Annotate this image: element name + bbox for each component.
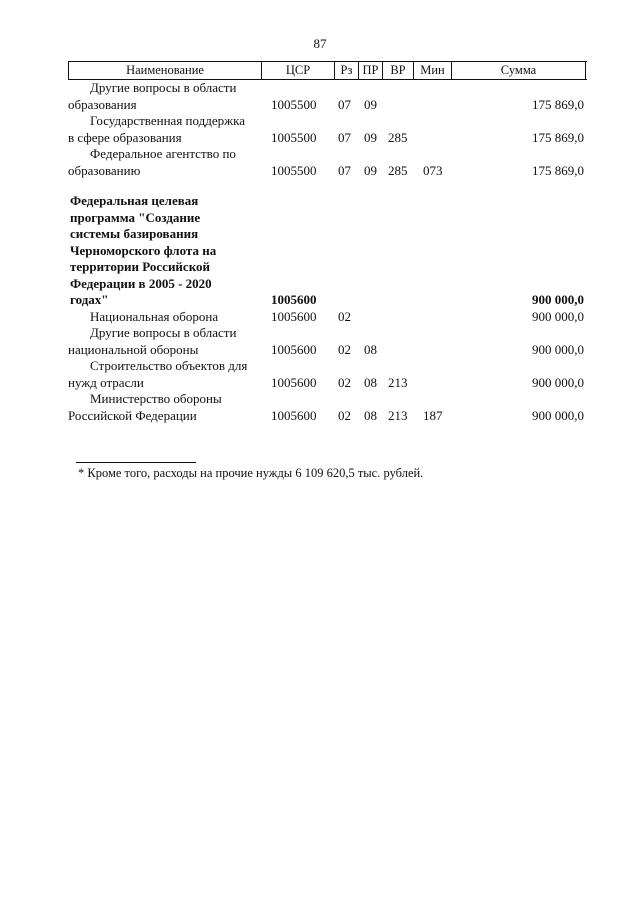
row-rz: 02 xyxy=(338,308,351,324)
row-pr: 09 xyxy=(364,96,377,112)
row-sum: 175 869,0 xyxy=(532,162,584,178)
table-body xyxy=(68,80,586,424)
row-name xyxy=(68,146,264,179)
row-vr: 285 xyxy=(388,129,408,145)
row-sum: 900 000,0 xyxy=(532,341,584,357)
row-rz: 02 xyxy=(338,341,351,357)
table-row xyxy=(68,113,586,146)
row-name xyxy=(68,325,264,358)
row-sum: 900 000,0 xyxy=(532,308,584,324)
row-name xyxy=(68,80,264,113)
row-name xyxy=(68,391,264,424)
row-csr: 1005600 xyxy=(271,292,317,307)
row-csr: 1005600 xyxy=(271,308,317,324)
row-name-line: Другие вопросы в области xyxy=(90,80,237,95)
row-sum: 900 000,0 xyxy=(532,374,584,390)
header-sum: Сумма xyxy=(452,62,586,79)
row-name-line: Строительство объектов для xyxy=(90,358,248,373)
row-name xyxy=(68,358,264,391)
table-row xyxy=(68,193,586,309)
row-pr: 08 xyxy=(364,374,377,390)
row-name-line: Федерации в 2005 - 2020 xyxy=(70,275,212,291)
row-pr: 09 xyxy=(364,129,377,145)
row-csr: 1005500 xyxy=(271,162,317,178)
row-sum: 900 000,0 xyxy=(532,292,584,307)
row-pr: 08 xyxy=(364,341,377,357)
table-header xyxy=(68,61,587,80)
table-row xyxy=(68,358,586,391)
header-rz: Рз xyxy=(335,62,359,79)
header-name: Наименование xyxy=(69,62,262,79)
row-name-line: Федеральная целевая xyxy=(70,193,199,208)
row-rz: 02 xyxy=(338,374,351,390)
row-csr: 1005500 xyxy=(271,129,317,145)
row-sum: 900 000,0 xyxy=(532,407,584,423)
row-name-line: Черноморского флота на xyxy=(70,242,217,258)
row-rz: 02 xyxy=(338,407,351,423)
row-name-line: Национальная оборона xyxy=(90,308,219,324)
row-name-line: в сфере образования xyxy=(68,129,182,145)
table-row xyxy=(68,325,586,358)
row-pr: 08 xyxy=(364,407,377,423)
row-csr: 1005600 xyxy=(271,407,317,423)
row-name-line: образованию xyxy=(68,162,141,178)
row-name-line: нужд отрасли xyxy=(68,374,144,390)
row-csr: 1005500 xyxy=(271,96,317,112)
table-row xyxy=(68,391,586,424)
row-csr: 1005600 xyxy=(271,341,317,357)
footnote-divider xyxy=(76,462,196,463)
row-rz: 07 xyxy=(338,96,351,112)
row-name xyxy=(68,113,264,146)
row-vr: 213 xyxy=(388,407,408,423)
row-name xyxy=(68,193,266,309)
header-csr: ЦСР xyxy=(262,62,335,79)
page-number: 87 xyxy=(313,36,327,51)
header-min: Мин xyxy=(414,62,452,79)
row-min: 073 xyxy=(423,162,443,178)
table-row xyxy=(68,146,586,179)
row-name-line: Государственная поддержка xyxy=(90,113,246,128)
row-rz: 07 xyxy=(338,129,351,145)
table-row xyxy=(68,80,586,113)
row-name-line: годах" xyxy=(70,292,109,307)
row-rz: 07 xyxy=(338,162,351,178)
row-sum: 175 869,0 xyxy=(532,129,584,145)
row-name-line: Российской Федерации xyxy=(68,407,197,423)
row-name-line: Федеральное агентство по xyxy=(90,146,236,161)
row-name-line: образования xyxy=(68,96,137,112)
row-name-line: Министерство обороны xyxy=(90,391,222,406)
footnote: * Кроме того, расходы на прочие нужды 6 109 620,5 тыс. рублей. xyxy=(78,466,424,480)
row-sum: 175 869,0 xyxy=(532,96,584,112)
header-vr: ВР xyxy=(383,62,414,79)
row-name-line: национальной обороны xyxy=(68,341,199,357)
row-vr: 213 xyxy=(388,374,408,390)
header-pr: ПР xyxy=(359,62,383,79)
row-name-line: системы базирования xyxy=(70,226,199,241)
row-name-line: Другие вопросы в области xyxy=(90,325,237,340)
table-row xyxy=(68,309,586,326)
row-name xyxy=(68,309,264,326)
row-pr: 09 xyxy=(364,162,377,178)
row-name-line: территории Российской xyxy=(70,259,210,274)
row-csr: 1005600 xyxy=(271,374,317,390)
row-vr: 285 xyxy=(388,162,408,178)
row-name-line: программа "Создание xyxy=(70,209,201,225)
row-min: 187 xyxy=(423,407,443,423)
